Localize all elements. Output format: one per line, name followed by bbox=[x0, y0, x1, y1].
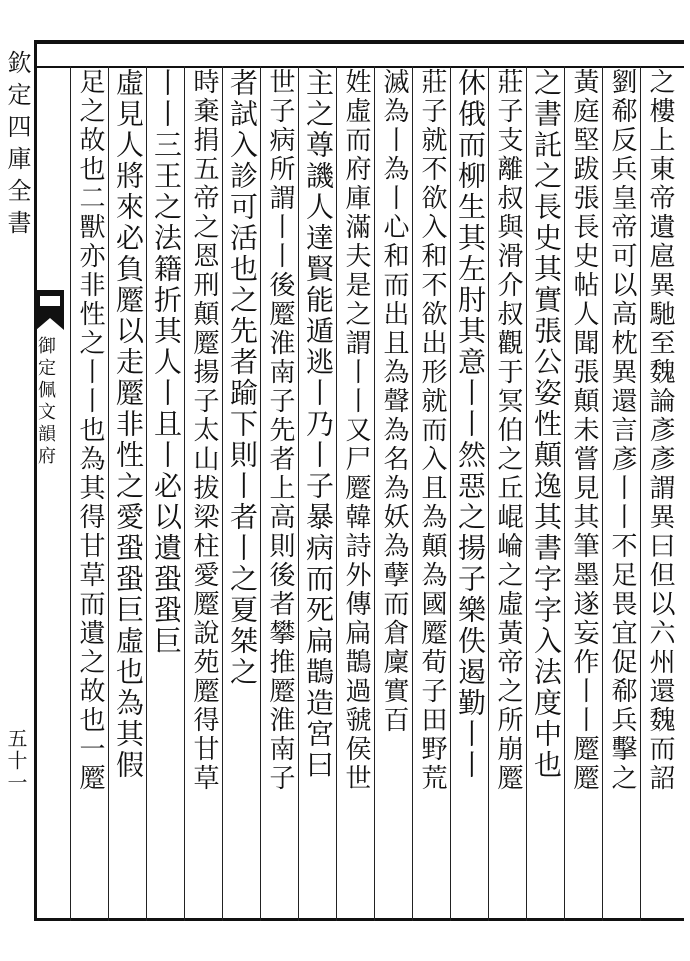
text-column-11: 世子病所謂丨丨後蹷淮南子先者上高則後者攀推蹷淮南子 bbox=[265, 68, 295, 793]
text-column-15: 虛見人將來必負蹷以走蹷非性之愛蛩蛩巨虛也為其假 bbox=[112, 68, 145, 781]
column-rule bbox=[640, 66, 641, 921]
text-column-9: 姓虛而府庫滿夫是之謂丨丨又尸蹷韓詩外傳扁鵲過虢侯世 bbox=[341, 68, 371, 793]
column-rule bbox=[70, 66, 71, 921]
text-column-12: 者試入診可活也之先者踰下則丨者丨之夏桀之 bbox=[226, 68, 259, 688]
text-column-1: 之樓上東帝遺扈異馳至魏論彥彥謂異曰但以六州還魏而詔 bbox=[645, 68, 675, 793]
column-rule bbox=[222, 66, 223, 921]
column-rule bbox=[336, 66, 337, 921]
column-rule bbox=[374, 66, 375, 921]
folio-number: 五十一 bbox=[4, 728, 28, 794]
text-column-14: 丨丨三王之法籍折其人丨且丨必以遺蛩蛩巨 bbox=[150, 68, 183, 657]
text-column-8: 滅為丨為丨心和而出且為聲為名為妖為孽而倉廩實百 bbox=[379, 68, 409, 735]
text-column-10: 主之尊譏人達賢能遁逃丨乃丨子暴病而死扁鵲造宮曰 bbox=[302, 68, 335, 781]
text-column-2: 劉郗反兵皇帝可以高枕異還言彥丨丨不足畏宜促郗兵擊之 bbox=[607, 68, 637, 793]
column-rule bbox=[602, 66, 603, 921]
column-rule bbox=[412, 66, 413, 921]
text-column-6: 休俄而柳生其左肘其意丨丨然惡之揚子樂佚遏勤丨丨 bbox=[454, 68, 487, 781]
text-column-13: 時棄捐五帝之恩刑顛蹷揚子太山拔梁柱愛蹷說苑蹷得甘草 bbox=[189, 68, 219, 793]
text-column-3: 黃庭堅跋張長史帖人聞張顛未嘗見其筆墨遂妄作丨丨蹷蹷 bbox=[569, 68, 599, 793]
column-rule bbox=[260, 66, 261, 921]
column-rule bbox=[450, 66, 451, 921]
text-column-4: 之書託之長史其實張公姿性顛逸其書字字入法度中也 bbox=[530, 68, 563, 781]
top-border bbox=[34, 40, 684, 68]
text-column-5: 莊子支離叔與滑介叔觀于冥伯之丘崐崘之虛黃帝之所崩蹷 bbox=[493, 68, 523, 793]
column-rule bbox=[526, 66, 527, 921]
column-rule bbox=[146, 66, 147, 921]
column-rule bbox=[564, 66, 565, 921]
fish-tail-mark-inner bbox=[40, 296, 60, 306]
text-column-16: 足之故也二獸亦非性之丨丨也為其得甘草而遺之故也一蹷 bbox=[75, 68, 105, 793]
sub-title: 御定佩文韻府 bbox=[35, 336, 56, 468]
text-column-7: 莊子就不欲入和不欲出形就而入且為顛為國蹷荀子田野荒 bbox=[417, 68, 447, 793]
column-rule bbox=[298, 66, 299, 921]
column-rule bbox=[488, 66, 489, 921]
column-rule bbox=[184, 66, 185, 921]
book-title: 欽定四庫全書 bbox=[3, 50, 31, 242]
left-border bbox=[34, 40, 37, 921]
column-rule bbox=[108, 66, 109, 921]
bottom-border bbox=[34, 918, 684, 921]
